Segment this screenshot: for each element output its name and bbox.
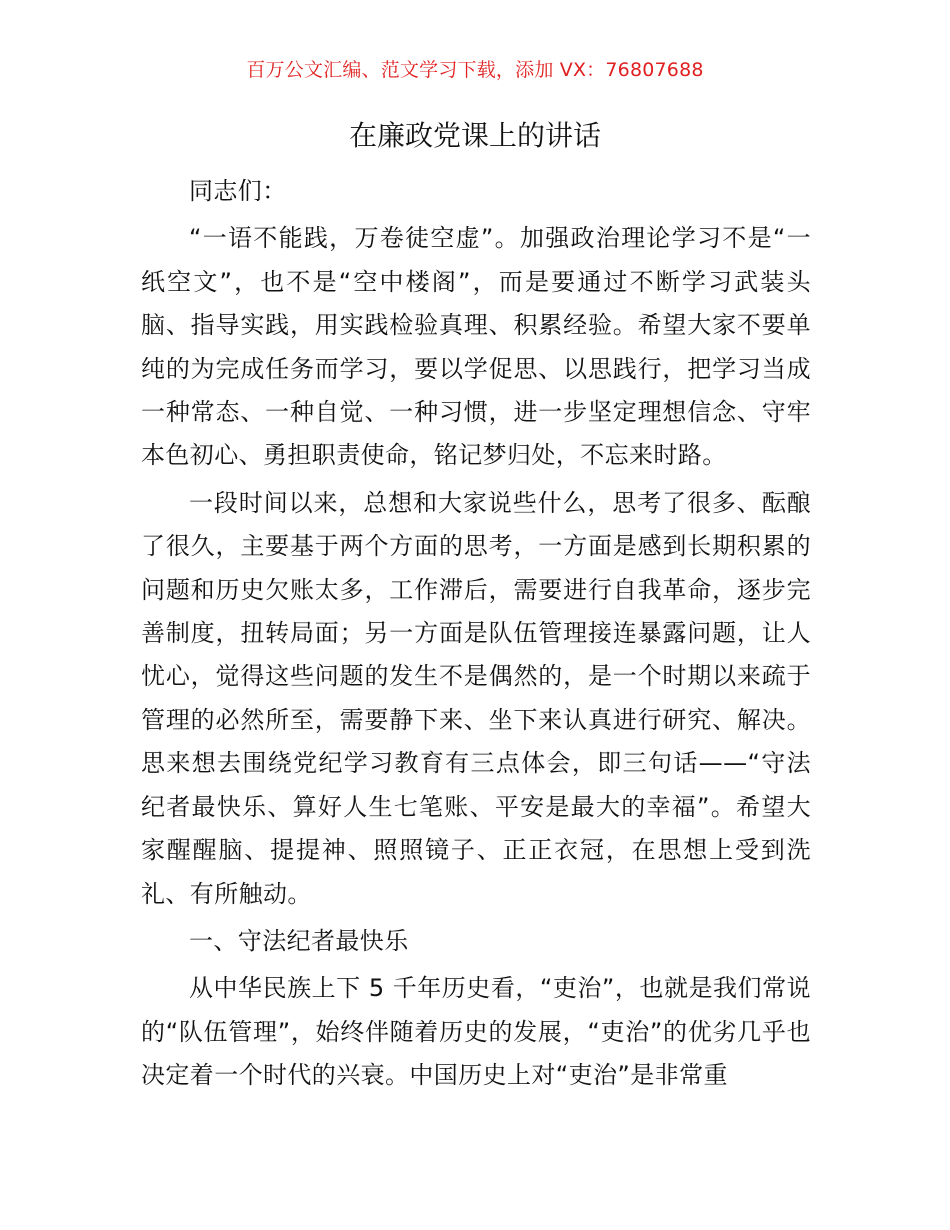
paragraph: “一语不能践，万卷徒空虚”。加强政治理论学习不是“一纸空文”，也不是“空中楼阁”，而是要通过不断学习武装头脑、指导实践，用实践检验真理、积累经验。希望大家不要单纯的为完成任务而学习，要以学促思、以思践行，把学习当成一种常态、一种自觉、一种习惯，进一步坚定理想信念、守牢本色初心、勇担职责使命，铭记梦归处，不忘来时路。	[141, 224, 811, 470]
document-body	[141, 170, 811, 1102]
page-title: 在廉政党课上的讲话	[348, 119, 601, 152]
watermark-header: 百万公文汇编、范文学习下载，添加 VX：76807688	[246, 59, 704, 81]
paragraph: 从中华民族上下 5 千年历史看，“吏治”，也就是我们常说的“队伍管理”，始终伴随着历史的发展，“吏治”的优劣几乎也决定着一个时代的兴衰。中国历史上对“吏治”是非常重	[141, 974, 811, 1090]
paragraph: 一段时间以来，总想和大家说些什么，思考了很多、酝酿了很久，主要基于两个方面的思考，一方面是感到长期积累的问题和历史欠账太多，工作滞后，需要进行自我革命，逐步完善制度，扭转局面；另一方面是队伍管理接连暴露问题，让人忧心，觉得这些问题的发生不是偶然的，是一个时期以来疏于管理的必然所至，需要静下来、坐下来认真进行研究、解决。思来想去围绕党纪学习教育有三点体会，即三句话——“守法纪者最快乐、算好人生七笔账、平安是最大的幸福”。希望大家醒醒脑、提提神、照照镜子、正正衣冠，在思想上受到洗礼、有所触动。	[141, 488, 811, 908]
section-heading: 一、守法纪者最快乐	[189, 926, 409, 955]
salutation: 同志们：	[189, 177, 287, 205]
